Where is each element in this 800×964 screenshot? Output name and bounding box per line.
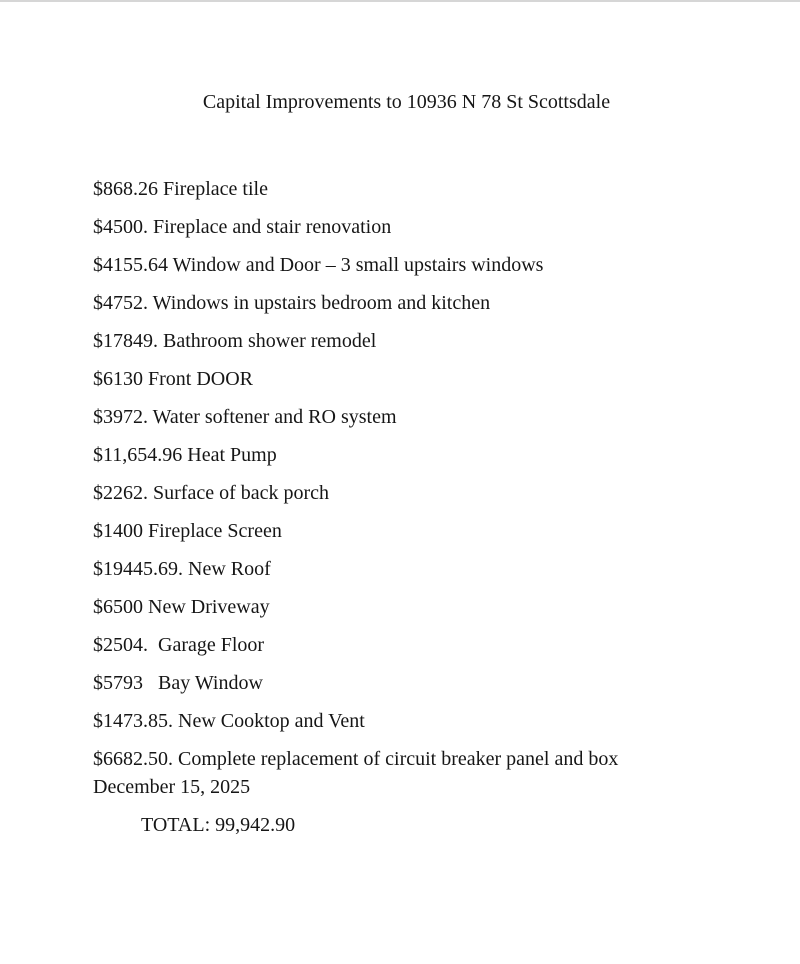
list-item: $1473.85. New Cooktop and Vent <box>93 710 365 732</box>
list-item: $17849. Bathroom shower remodel <box>93 330 377 352</box>
list-item: $3972. Water softener and RO system <box>93 406 397 428</box>
list-item: $2262. Surface of back porch <box>93 482 330 504</box>
list-item: $6500 New Driveway <box>93 596 270 618</box>
list-item: $1400 Fireplace Screen <box>93 520 282 542</box>
list-item: $2504. Garage Floor <box>93 634 265 656</box>
total-line: TOTAL: 99,942.90 <box>141 814 296 836</box>
document-page <box>0 88 800 839</box>
list-item: $4155.64 Window and Door – 3 small upstairs windows <box>93 254 544 276</box>
list-item: $11,654.96 Heat Pump <box>93 444 277 466</box>
list-item: $19445.69. New Roof <box>93 558 271 580</box>
list-item: $4500. Fireplace and stair renovation <box>93 216 392 238</box>
list-item: $868.26 Fireplace tile <box>93 178 268 200</box>
page-title: Capital Improvements to 10936 N 78 St Scottsdale <box>202 91 611 113</box>
list-item: $5793 Bay Window <box>93 672 263 694</box>
list-item: $6130 Front DOOR <box>93 368 254 390</box>
list-item: $4752. Windows in upstairs bedroom and kitchen <box>93 292 491 314</box>
items-list <box>93 175 693 801</box>
list-item: $6682.50. Complete replacement of circuit breaker panel and box December 15, 2025 <box>93 748 624 798</box>
